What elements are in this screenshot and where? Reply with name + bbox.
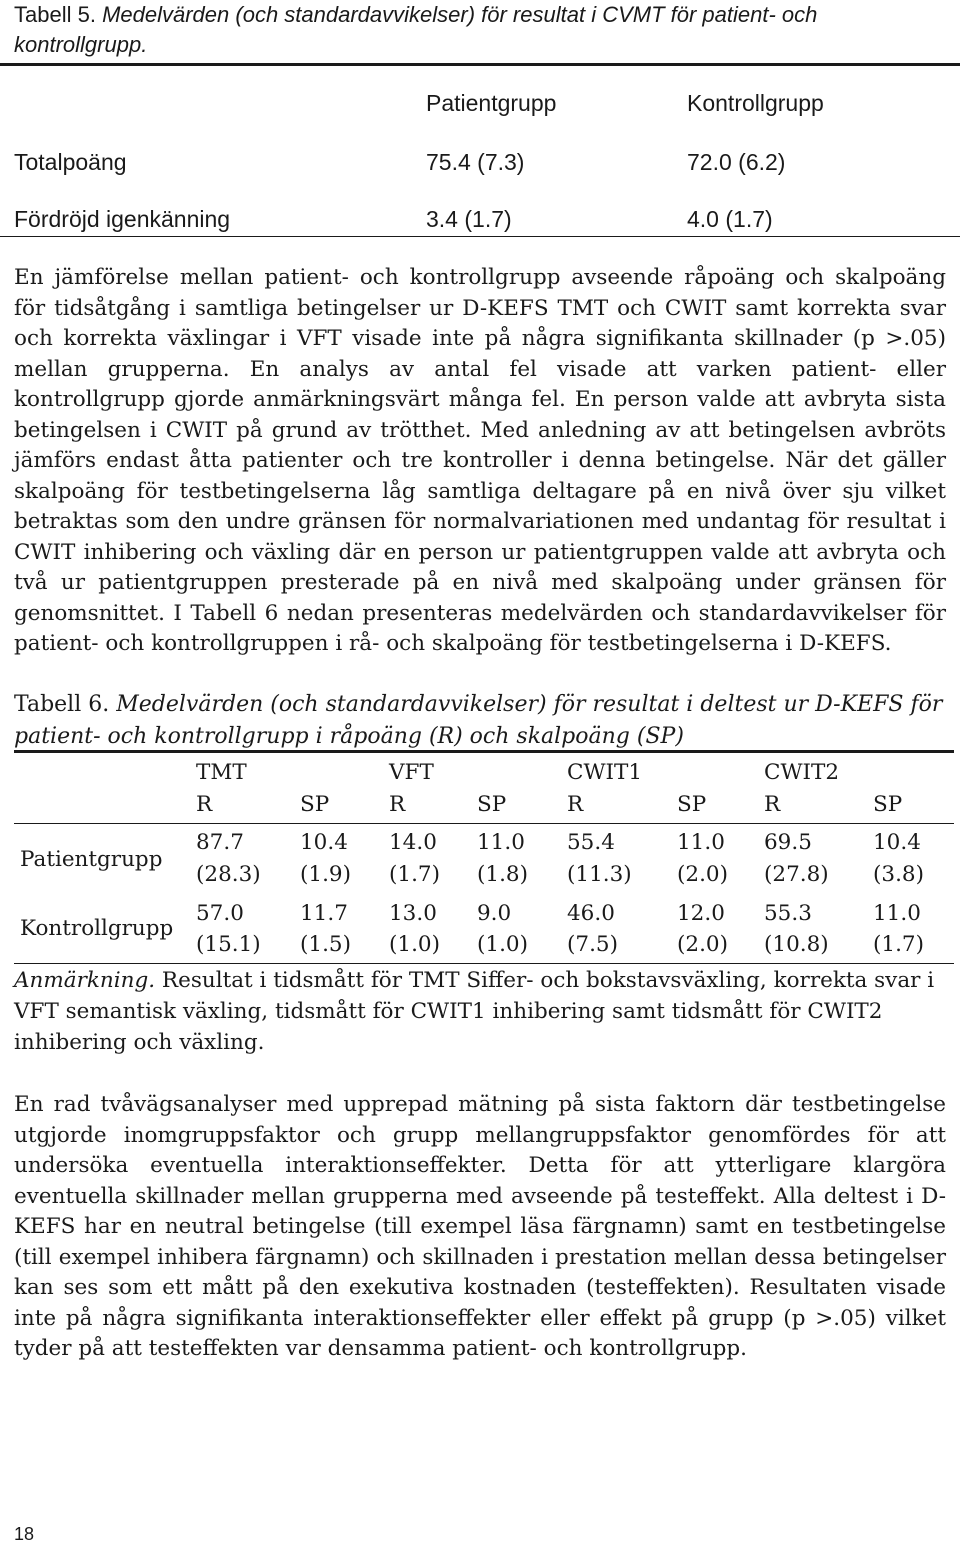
table6-cell: (2.0) [677, 932, 728, 957]
table5-top-rule [0, 63, 960, 66]
table6-cell: (7.5) [567, 932, 618, 957]
table6-cell: 55.4 [567, 830, 615, 855]
table6-cell: (3.8) [873, 862, 924, 887]
table5-caption-label: Tabell 5. [14, 2, 96, 27]
table5-row-label: Totalpoäng [14, 149, 127, 175]
table5-row-label: Fördröjd igenkänning [14, 206, 231, 232]
table6-top-rule [14, 750, 954, 753]
table6-cell: (1.7) [873, 932, 924, 957]
table6-subheader: R [764, 792, 781, 817]
table6-note-label: Anmärkning. [14, 968, 156, 993]
table6-cell: (1.0) [477, 932, 528, 957]
table6-cell: 57.0 [196, 901, 244, 926]
table5-bottom-rule [0, 236, 960, 237]
table6-cell: 11.0 [477, 830, 525, 855]
table5-cell: 4.0 (1.7) [687, 206, 773, 232]
table6-caption-label: Tabell 6. [14, 692, 110, 717]
table6-subheader: R [389, 792, 406, 817]
table6-subheader: R [196, 792, 213, 817]
table6-group-header: VFT [389, 760, 434, 785]
table6-cell: 10.4 [300, 830, 348, 855]
table6-cell: 69.5 [764, 830, 812, 855]
table6-cell: 46.0 [567, 901, 615, 926]
table6-bottom-rule [14, 963, 954, 964]
table6-group-header: CWIT1 [567, 760, 643, 785]
table6-cell: (10.8) [764, 932, 829, 957]
table6-cell: 11.0 [873, 901, 921, 926]
table6-cell: (15.1) [196, 932, 261, 957]
table6-cell: 14.0 [389, 830, 437, 855]
table6-caption [14, 689, 950, 753]
table6-cell: (27.8) [764, 862, 829, 887]
table5-caption-text: Medelvärden (och standardavvikelser) för resultat i CVMT för patient- och kontrollgrupp. [14, 2, 818, 57]
table6-row-label: Patientgrupp [20, 847, 163, 872]
table5-caption [14, 0, 954, 60]
table5-header-control: Kontrollgrupp [687, 90, 824, 116]
table6-row-label: Kontrollgrupp [20, 916, 174, 941]
table6-cell: (1.7) [389, 862, 440, 887]
table6-cell: (1.0) [389, 932, 440, 957]
table6-subheader: SP [477, 792, 507, 817]
table6-cell: (2.0) [677, 862, 728, 887]
table5-cell: 75.4 (7.3) [426, 149, 525, 175]
table6-cell: 87.7 [196, 830, 244, 855]
table6-cell: 11.7 [300, 901, 348, 926]
table5-header-patient: Patientgrupp [426, 90, 557, 116]
table6-caption-text: Medelvärden (och standardavvikelser) för resultat i deltest ur D-KEFS för patient- och kontrollgrupp i råpoäng (R) och skalpoäng (SP) [14, 692, 943, 749]
table6-cell: 13.0 [389, 901, 437, 926]
table5-cell: 72.0 (6.2) [687, 149, 786, 175]
table6-cell: (1.5) [300, 932, 351, 957]
table6-cell: 12.0 [677, 901, 725, 926]
body-paragraph: En jämförelse mellan patient- och kontrollgrupp avseende råpoäng och skalpoäng för tidsåtgång i samtliga betingelser ur D-KEFS TMT och CWIT samt korrekta svar och korrekta växlingar i VFT visade inte på några signifikanta skillnader (p >.05) mellan grupperna. En analys av antal fel visade att varken patient- eller kontrollgrupp gjorde anmärkningsvärt många fel. En person valde att avbryta sista betingelsen i CWIT på grund av trötthet. Med anledning av att betingelsen avbröts jämförs endast åtta patienter och tre kontroller i denna betingelse. När det gäller skalpoäng för testbetingelserna låg samtliga deltagare på en nivå över sju vilket betraktas som den undre gränsen för normalvariationen med undantag för resultat i CWIT inhibering och växling där en person ur patientgruppen valde att avbryta och två ur patientgruppen presterade på en nivå med skalpoäng under gränsen för genomsnittet. I Tabell 6 nedan presenteras medelvärden och standardavvikelser för patient- och kontrollgruppen i rå- och skalpoäng för testbetingelserna i D-KEFS. [14, 265, 946, 656]
table6-cell: (28.3) [196, 862, 261, 887]
table6-cell: 55.3 [764, 901, 812, 926]
table6-group-header: CWIT2 [764, 760, 840, 785]
table6-cell: 10.4 [873, 830, 921, 855]
body-paragraph: En rad tvåvägsanalyser med upprepad mätning på sista faktorn där testbetingelse utgjorde inomgruppsfaktor och grupp mellangruppsfaktor genomfördes för att undersöka eventuella interaktionseffekter. Detta för att ytterligare klargöra eventuella skillnader mellan grupperna med avseende på testeffekt. Alla deltest i D-KEFS har en neutral betingelse (till exempel läsa färgnamn) samt en testbetingelse (till exempel inhibera färgnamn) och skillnaden i prestation mellan dessa betingelser kan ses som ett mått på den exekutiva kostnaden (testeffekten). Resultaten visade inte på några signifikanta interaktionseffekter eller effekt på grupp (p >.05) vilket tyder på att testeffekten var densamma patient- och kontrollgrupp. [14, 1092, 946, 1361]
table6-cell: (1.9) [300, 862, 351, 887]
table6-subheader: SP [677, 792, 707, 817]
table6-group-header: TMT [196, 760, 247, 785]
page-number: 18 [14, 1524, 35, 1544]
table6-subheader: R [567, 792, 584, 817]
table6-subheader: SP [873, 792, 903, 817]
table5-cell: 3.4 (1.7) [426, 206, 512, 232]
table6-cell: 11.0 [677, 830, 725, 855]
table6-note [14, 965, 946, 1058]
table6-note-text: Resultat i tidsmått för TMT Siffer- och bokstavsväxling, korrekta svar i VFT semantisk växling, tidsmått för CWIT1 inhibering samt tidsmått för CWIT2 inhibering och växling. [14, 968, 935, 1055]
table6-cell: 9.0 [477, 901, 512, 926]
table6-header-rule [14, 823, 954, 824]
table6-cell: (1.8) [477, 862, 528, 887]
table6-subheader: SP [300, 792, 330, 817]
table6-cell: (11.3) [567, 862, 632, 887]
